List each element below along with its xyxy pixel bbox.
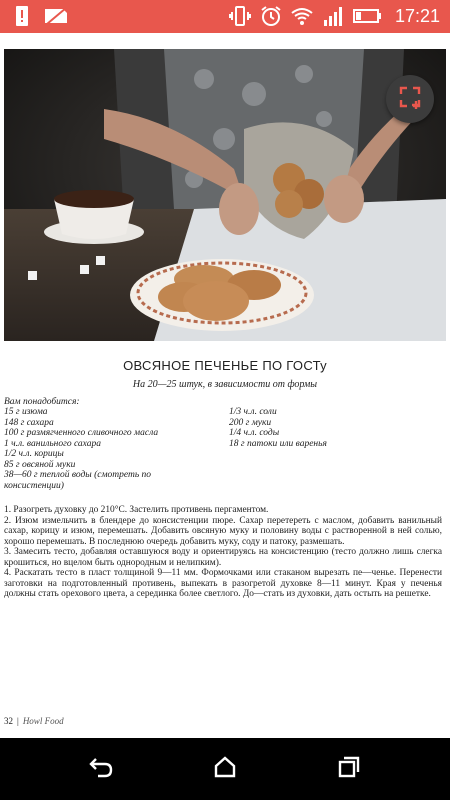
back-icon (88, 756, 114, 783)
ingredient-item: 85 г овсяной муки (4, 459, 76, 470)
home-icon (213, 755, 237, 784)
alarm-icon (259, 4, 283, 28)
ingredient-item: 38—60 г теплой воды (смотреть по (4, 470, 152, 480)
page-number: 32 (4, 716, 13, 726)
recipe-steps (4, 505, 442, 600)
recipe-photo (4, 49, 446, 341)
navigation-bar (0, 738, 450, 800)
ingredient-item: 100 г размягченного сливочного масла (4, 428, 159, 438)
ingredient-item: 1/4 ч.л. соды (229, 428, 280, 438)
recipe-step: 1. Разогреть духовку до 210°С. Застелить противень пергаментом. (4, 505, 269, 515)
ingredient-item: 15 г изюма (4, 407, 48, 417)
signal-icon (321, 4, 345, 28)
ingredient-item: 148 г сахара (4, 417, 54, 428)
footer-logo: Howl Food (22, 716, 64, 726)
ingredients-heading: Вам понадобится: (4, 397, 80, 407)
ingredient-item: 200 г муки (229, 417, 272, 428)
ingredient-item: 1/3 ч.л. соли (229, 407, 277, 417)
recipe-step: 4. Раскатать тесто в пласт толщиной 9—11 мм. Формочками или стаканом вырезать пе—ченье. Перенести заготовки на подготовленный противень, выпекать в разогретой духовке 8—11 минут. Края у печенья должны стать орехового цвета, а серединка более светлого. До—стать из духовки, дать остыть на решетке. (4, 568, 442, 599)
recipe-title: ОВСЯНОЕ ПЕЧЕНЬЕ ПО ГОСТу (123, 358, 327, 373)
ingredient-item: 1/2 ч.л. корицы (4, 449, 64, 459)
page-footer (4, 716, 64, 726)
status-bar (0, 0, 450, 33)
vibrate-icon (228, 4, 252, 28)
alert-icon (10, 4, 34, 28)
crop-add-icon (397, 84, 423, 115)
recipe-step: 3. Замесить тесто, добавляя оставшуюся воду и ориентируясь на консистенцию (тесто должно лишь слегка крошиться, но вцелом быть однородным и нелипким). (4, 547, 442, 568)
footer-divider: | (17, 716, 19, 726)
ingredient-item: 18 г патоки или варенья (229, 438, 327, 449)
recents-icon (337, 755, 361, 784)
crop-add-button[interactable] (386, 75, 434, 123)
no-sim-icon (42, 4, 70, 28)
recipe-subtitle: На 20—25 штук, в зависимости от формы (132, 379, 318, 390)
clock: 17:21 (394, 5, 440, 26)
ingredient-item: 1 ч.л. ванильного сахара (4, 438, 102, 449)
ingredients-list-left (4, 407, 204, 491)
recents-button[interactable] (334, 755, 364, 783)
back-button[interactable] (86, 755, 116, 783)
ingredient-item: консистенции) (4, 480, 64, 491)
battery-icon (352, 4, 382, 28)
ingredients-list-right (229, 407, 429, 449)
home-button[interactable] (210, 755, 240, 783)
recipe-step: 2. Изюм измельчить в блендере до консистенции пюре. Сахар перетереть с маслом, добавить ванильный сахар, корицу и изюм, перемешать. Добавить овсяную муку и половину воды с растворенной в ней солью, хорошо перемешать. В последнюю очередь добавить муку, соду и патоку, размешать. (4, 515, 442, 547)
wifi-icon (290, 4, 314, 28)
document-page[interactable] (0, 33, 450, 738)
